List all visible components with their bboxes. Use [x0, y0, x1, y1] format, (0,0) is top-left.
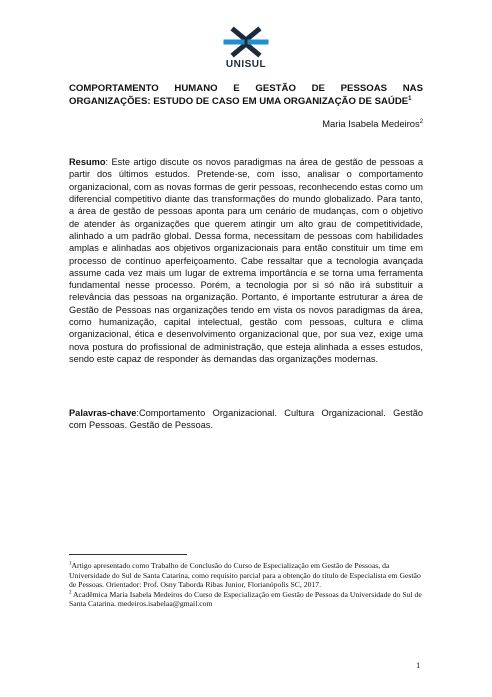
- author-line: [322, 118, 423, 130]
- article-title-text: COMPORTAMENTO HUMANO E GESTÃO DE PESSOAS NAS ORGANIZAÇÕES: ESTUDO DE CASO EM UMA ORGANIZAÇÃO DE SAÚDE: [69, 83, 423, 107]
- footnotes: [69, 561, 423, 609]
- author-name: Maria Isabela Medeiros: [322, 118, 420, 129]
- abstract-label: Resumo: [69, 157, 106, 167]
- footnote-item: [69, 561, 423, 590]
- keywords: [69, 407, 423, 432]
- logo-wordmark: UNISUL: [225, 59, 267, 70]
- footnote-separator: [69, 554, 187, 555]
- keywords-text: :Comportamento Organizacional. Cultura Organizacional. Gestão com Pessoas. Gestão de Pessoas.: [69, 408, 423, 431]
- footnote-text: Acadêmica Maria Isabela Medeiros do Curso de Especialização em Gestão de Pessoas da Universidade do Sul de Santa Catarina. medeiros.isabelaa@gmail.com: [69, 589, 422, 609]
- abstract: [69, 156, 423, 365]
- footnote-text: Artigo apresentado como Trabalho de Conclusão do Curso de Especialização em Gestão de Pessoas, da Universidade do Sul de Santa Catarina, como requisito parcial para a obtenção do título de Especialista em Gestão de Pessoas. Orientador: Prof. Osny Taborda Ribas Junior, Florianópolis SC, 2017.: [69, 561, 421, 590]
- page-number: 1: [416, 660, 421, 670]
- abstract-text: : Este artigo discute os novos paradigmas na área de gestão de pessoas a partir dos últimos estudos. Pretende-se, com isso, analisar o comportamento organizacional, com as novas formas de gerir pessoas, reconhecendo estas como um diferencial competitivo diante das transformações do mundo globalizado. Para tanto, a área de gestão de pessoas aponta para um cenário de mudanças, com o objetivo de atender às organizações que querem atingir um alto grau de competitividade, alinhado a um padrão global. Dessa forma, necessitam de pessoas com habilidades amplas e alinhadas aos objetivos organizacionais para então constituir um time em processo de contínuo aperfeiçoamento. Cabe ressaltar que a tecnologia avançada assume cada vez mais um lugar de extrema importância e se torna uma ferramenta fundamental nesse processo. Porém, a tecnologia por si só não irá substituir a relevância das pessoas na organização. Portanto, é importante estruturar a área de Gestão de Pessoas nas organizações tendo em vista os novos paradigmas da área, como humanização, capital intelectual, gestão com pessoas, cultura e clima organizacional, ética e desenvolvimento organizacional que, por sua vez, exige uma nova postura do profissional de administração, que esteja alinhada a esses estudos, sendo este capaz de responder às demandas das organizações modernas.: [69, 157, 423, 364]
- keywords-label: Palavras-chave: [69, 408, 137, 418]
- unisul-logo-mark: [216, 24, 276, 60]
- article-title: [69, 82, 423, 108]
- footnote-item: [69, 590, 423, 609]
- unisul-logo: [216, 24, 276, 74]
- title-footnote-mark: 1: [408, 95, 412, 102]
- author-footnote-mark: 2: [419, 118, 423, 125]
- footnote-mark: 2: [69, 590, 72, 596]
- footnote-mark: 1: [69, 561, 72, 567]
